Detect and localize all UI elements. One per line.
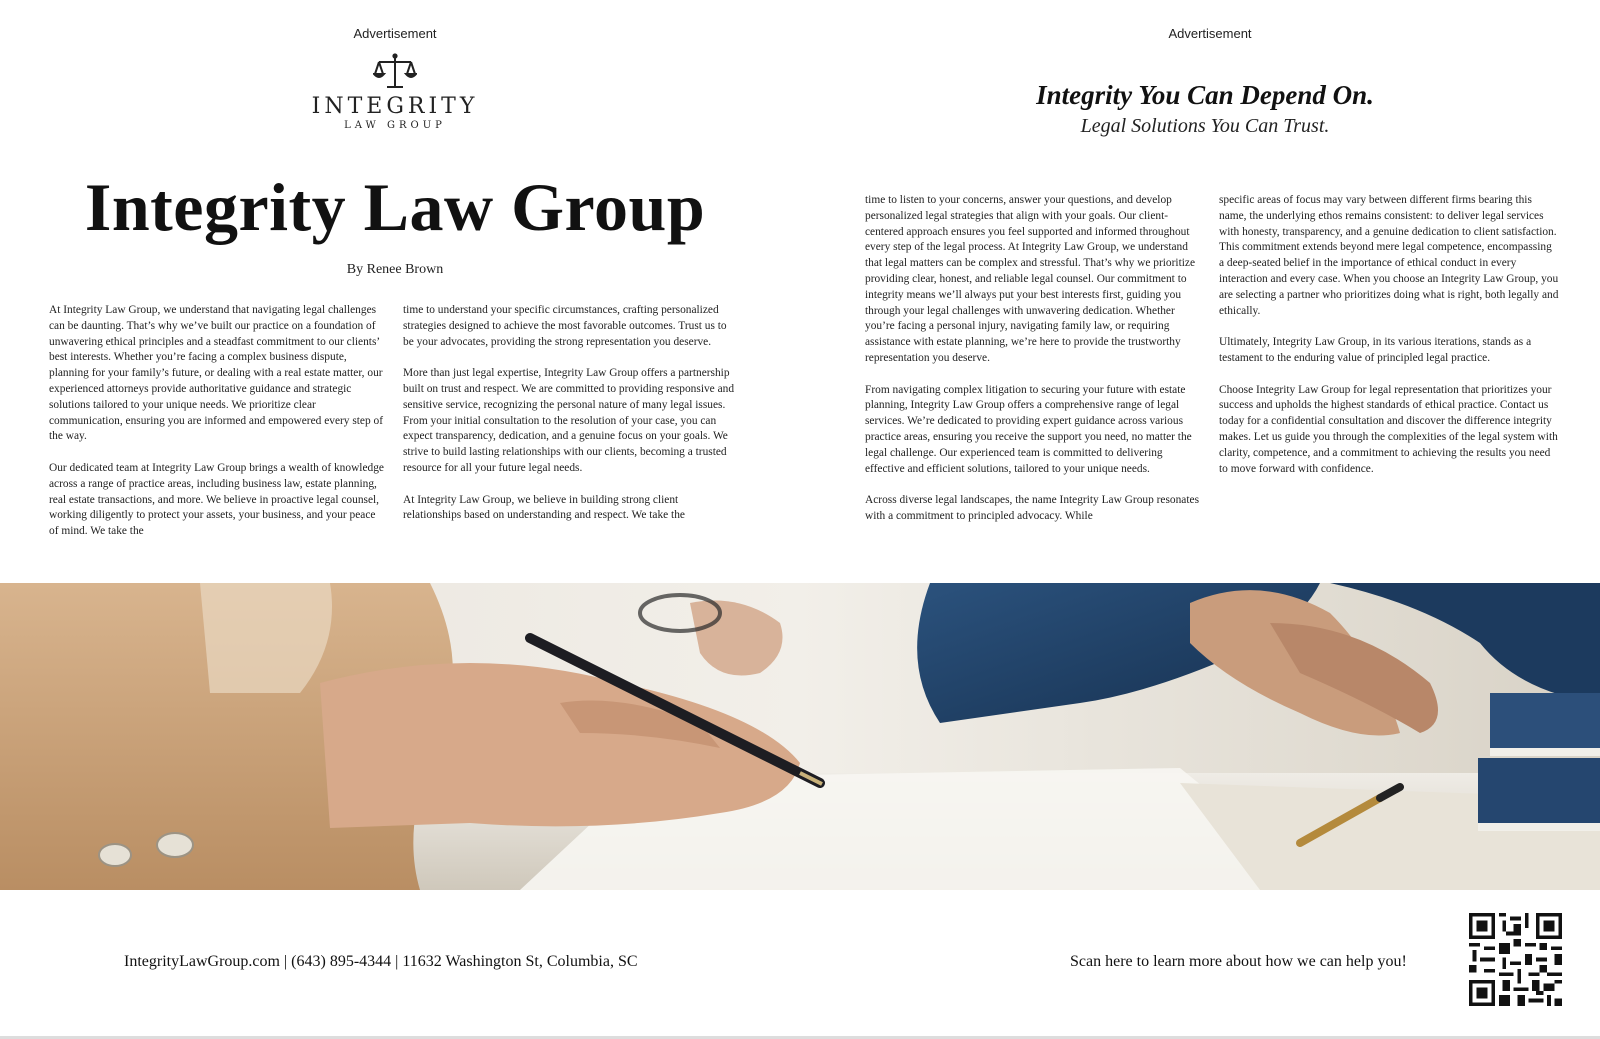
paragraph: Across diverse legal landscapes, the name Integrity Law Group resonates with a commitment to principled advocacy. While — [865, 494, 1200, 522]
lawyers-signing-photo — [0, 583, 1600, 890]
paragraph: time to listen to your concerns, answer your questions, and develop personalized legal strategies that align with your goals. Our client-centered approach ensures you feel supported and informed throughout every step of the legal process. At Integrity Law Group, we understand that legal matters can be complex and stressful. That’s why we prioritize providing clear, honest, and reliable legal counsel. Our commitment to integrity means we’ll always put your best interests first, guiding you through your legal challenges with unwavering dedication. Whether you’re facing a personal injury, navigating family law, or requiring assistance with estate planning, we’re here to provide the trustworthy representation you deserve. — [865, 194, 1196, 364]
article-title: Integrity Law Group — [84, 169, 706, 245]
paragraph: At Integrity Law Group, we understand that navigating legal challenges can be daunting. That’s why we’ve built our practice on a foundation of unwavering ethical principles and a steadfast commitment to our clients’ best interests. Whether you’re facing a complex business dispute, planning for your family’s future, or dealing with a real estate matter, our experienced attorneys provide authoritative guidance and strategic solutions tailored to your unique needs. We prioritize clear communication, ensuring you are informed and empowered every step of the way. — [49, 304, 384, 443]
footer-scan-text: Scan here to learn more about how we can help you! — [1070, 953, 1407, 970]
article-column-3 — [865, 193, 1205, 561]
tagline — [900, 80, 1510, 138]
paragraph: time to understand your specific circumstances, crafting personalized strategies designed to achieve the most favorable outcomes. Trust us to be your advocates, providing the strong representation you deserve. — [403, 304, 727, 348]
paragraph: At Integrity Law Group, we believe in building strong client relationships based on understanding and respect. We take the — [403, 493, 685, 522]
qr-code-icon[interactable] — [1469, 913, 1562, 1006]
paragraph: Choose Integrity Law Group for legal representation that prioritizes your success and upholds the highest standards of ethical practice. Contact us today for a confidential consultation and discover the difference integrity makes. Let us guide you through the complexities of the legal system with clarity, competence, and a commitment to achieving the results you need to move forward with confidence. — [1219, 383, 1558, 475]
footer-contact-info: IntegrityLawGroup.com | (643) 895-4344 | 11632 Washington St, Columbia, SC — [124, 953, 638, 970]
paragraph: Ultimately, Integrity Law Group, in its various iterations, stands as a testament to the enduring value of principled legal practice. — [1219, 336, 1532, 364]
tagline-sub: Legal Solutions You Can Trust. — [1080, 115, 1330, 137]
paragraph: More than just legal expertise, Integrity Law Group offers a partnership built on trust and respect. We are committed to providing responsive and sensitive service, recognizing the personal nature of many legal issues. From your initial consultation to the resolution of your case, you can expect transparency, dedication, and a genuine focus on your goals. We strive to build lasting relationships with our clients, becoming a trusted resource for all your future legal needs. — [403, 367, 735, 474]
logo-subtitle: LAW GROUP — [344, 120, 446, 131]
paragraph: Our dedicated team at Integrity Law Group brings a wealth of knowledge across a range of practice areas, including business law, estate planning, real estate transactions, and more. We believe in proactive legal counsel, working diligently to protect your assets, your business, and your peace of mind. We take the — [49, 461, 384, 538]
integrity-logo — [300, 52, 490, 131]
advertisement-label-right: Advertisement — [1168, 26, 1252, 41]
article-column-2 — [403, 303, 739, 559]
paragraph: From navigating complex litigation to securing your future with estate planning, Integrity Law Group offers a comprehensive range of legal services. We’re dedicated to providing expert guidance across various practice areas, ensuring you receive the support you need, no matter the legal challenge. Our experienced team is committed to delivering effective and efficient solutions, tailored to your unique needs. — [865, 383, 1192, 475]
advertisement-label-left: Advertisement — [353, 26, 437, 41]
logo-wordmark: INTEGRITY — [311, 94, 479, 119]
article-column-4 — [1219, 193, 1559, 533]
tagline-main: Integrity You Can Depend On. — [1036, 80, 1374, 110]
article-byline: By Renee Brown — [346, 262, 444, 277]
paragraph: specific areas of focus may vary between different firms bearing this name, the underlying ethos remains consistent: to deliver legal services with honesty, transparency, and a genuine dedication to client satisfaction. This commitment extends beyond mere legal competence, encompassing a deep-seated belief in the importance of ethical conduct in every interaction and every case. When you choose an Integrity Law Group, you are selecting a partner who prioritizes doing what is right, both legally and ethically. — [1219, 194, 1559, 317]
scales-of-justice-icon — [373, 52, 417, 92]
article-column-1 — [49, 303, 385, 559]
